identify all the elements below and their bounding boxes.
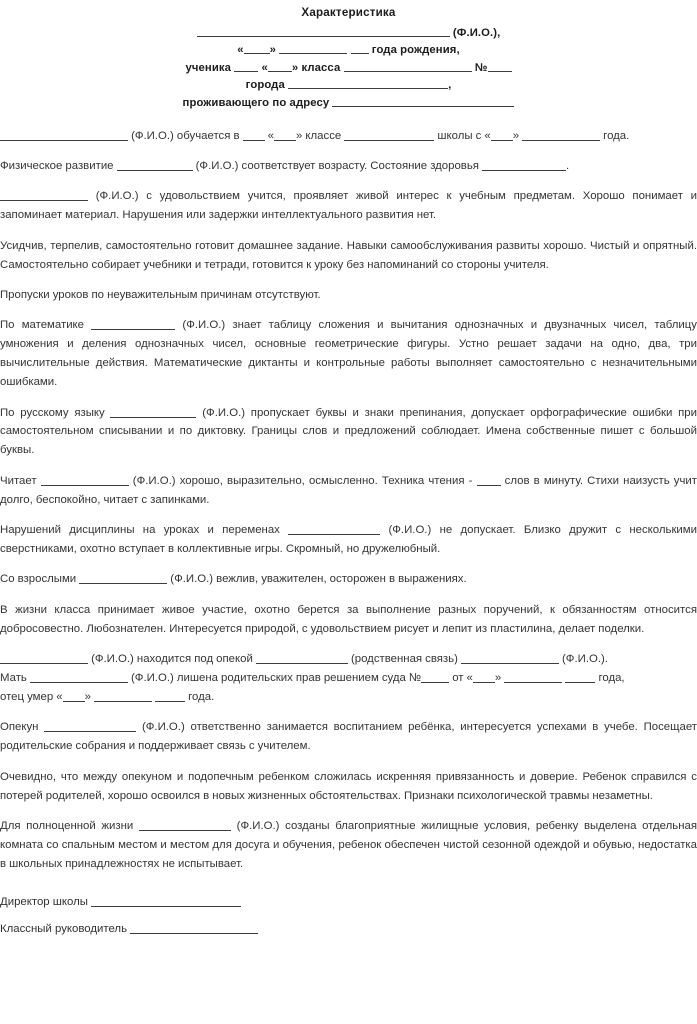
text-run: Усидчив, терпелив, самостоятельно готовит домашнее задание. Навыки самообслуживания развиты хорошо. Чистый и опрятный. Самостоятельно собирает учебники и тетради, готовится к уроку без напоминаний со стороны учителя. bbox=[0, 239, 697, 271]
p_study-blank-4[interactable] bbox=[491, 130, 513, 140]
header-lines bbox=[0, 25, 697, 113]
p_custody-blank-8[interactable] bbox=[63, 692, 85, 702]
text-run: (Ф.И.О.) хорошо, выразительно, осмысленно. Техника чтения - bbox=[128, 474, 477, 487]
paragraph-p_interest bbox=[0, 187, 697, 225]
signature-label-director: Директор школы bbox=[0, 895, 92, 908]
text-run: города bbox=[245, 79, 289, 92]
text-run: от « bbox=[449, 672, 473, 684]
paragraph-p_classlife bbox=[0, 601, 697, 639]
text-run: (Ф.И.О.) созданы благоприятные жилищные условия, ребенку выделена отдельная комната со спальным местом и местом для досуга и обучения, ребенок обеспечен чистой сезонной одеждой и обувью, недостатка в школьных принадлежностях не испытывает. bbox=[0, 819, 697, 870]
p_custody-blank-4[interactable] bbox=[421, 673, 449, 683]
header-city_line-blank-0[interactable] bbox=[288, 79, 448, 89]
text-run: По русскому языку bbox=[0, 406, 111, 419]
text-run: (Ф.И.О.) находится под опекой bbox=[88, 653, 256, 666]
p_study-blank-5[interactable] bbox=[522, 130, 600, 140]
text-run: » bbox=[84, 690, 94, 703]
text-run: ученика bbox=[185, 61, 235, 74]
text-run: (Ф.И.О.) вежлив, уважителен, осторожен в выражениях. bbox=[167, 573, 467, 586]
header-birth_line-blank-0[interactable] bbox=[244, 44, 270, 54]
text-run: (Ф.И.О.) знает таблицу сложения и вычитания однозначных и двузначных чисел, таблицу умножения и деления однозначных чисел, основные геометрические фигуры. Устно решает задачи на одно, два, три вычислительные действия. Математические диктанты и контрольные работы выполняет самостоятельно с незначительными ошибками. bbox=[0, 319, 697, 389]
header-line-city_line bbox=[0, 77, 697, 95]
text-run: слов в минуту. Стихи наизусть учит долго, беспокойно, читает с запинками. bbox=[0, 474, 697, 506]
header-class_line-blank-1[interactable] bbox=[268, 62, 292, 72]
p_physical-blank-1[interactable] bbox=[482, 161, 566, 171]
text-run: Со взрослыми bbox=[0, 573, 80, 586]
text-run: Физическое развитие bbox=[0, 159, 117, 172]
paragraph-p_living bbox=[0, 817, 697, 874]
paragraph-p_russian bbox=[0, 404, 697, 461]
text-run: школы с « bbox=[434, 129, 491, 142]
text-run: года. bbox=[600, 129, 630, 142]
paragraph-p_attachment bbox=[0, 768, 697, 806]
signature-blank-class_teacher[interactable] bbox=[130, 923, 258, 933]
text-run: « bbox=[264, 129, 274, 142]
signature-block bbox=[0, 889, 697, 943]
p_custody-blank-0[interactable] bbox=[0, 654, 88, 664]
p_custody-blank-5[interactable] bbox=[473, 673, 495, 683]
p_custody-blank-10[interactable] bbox=[155, 692, 185, 702]
signature-row-director bbox=[0, 889, 697, 916]
p_physical-blank-0[interactable] bbox=[117, 161, 193, 171]
p_living-blank-0[interactable] bbox=[139, 821, 231, 831]
header-fio_line-blank-0[interactable] bbox=[197, 26, 450, 36]
p_interest-blank-0[interactable] bbox=[0, 191, 88, 201]
p_study-blank-1[interactable] bbox=[243, 130, 265, 140]
document-body bbox=[0, 127, 697, 874]
p_custody-blank-9[interactable] bbox=[94, 692, 152, 702]
text-run: . bbox=[566, 159, 570, 172]
document-title: Характеристика bbox=[301, 6, 396, 19]
text-run: (Ф.И.О.) обучается в bbox=[128, 129, 243, 142]
p_study-blank-3[interactable] bbox=[344, 130, 434, 140]
header-birth_line-blank-2[interactable] bbox=[351, 44, 369, 54]
header-address_line-blank-0[interactable] bbox=[332, 97, 514, 107]
header-class_line-blank-3[interactable] bbox=[488, 62, 512, 72]
p_discipline-blank-0[interactable] bbox=[288, 525, 380, 535]
text-run: (родственная связь) bbox=[347, 653, 461, 666]
text-run: » bbox=[494, 672, 505, 684]
text-run: (Ф.И.О.) ответственно занимается воспитанием ребёнка, интересуется успехами в учебе. Посещает родительские собрания и поддерживает связь с учителем. bbox=[0, 721, 697, 753]
p_custody-blank-7[interactable] bbox=[565, 673, 595, 683]
text-run: года рождения, bbox=[368, 44, 460, 57]
text-run: Для полноценной жизни bbox=[0, 819, 139, 832]
text-run: № bbox=[471, 61, 488, 74]
signature-row-class_teacher bbox=[0, 916, 697, 943]
p_study-blank-2[interactable] bbox=[274, 130, 296, 140]
p_reading-blank-0[interactable] bbox=[41, 475, 129, 485]
header-class_line-blank-2[interactable] bbox=[344, 62, 472, 72]
text-run: Читает bbox=[0, 474, 41, 487]
header-line-birth_line bbox=[0, 42, 697, 60]
header-birth_line-blank-1[interactable] bbox=[279, 44, 347, 54]
text-run: » класса bbox=[291, 61, 344, 74]
p_custody-blank-6[interactable] bbox=[504, 673, 562, 683]
text-run: , bbox=[448, 79, 452, 92]
text-run: В жизни класса принимает живое участие, охотно берется за выполнение разных поручений, к обязанностям относится добросовестно. Любознателен. Интересуется природой, с удовольствием рисует и лепит из пластилина, делает поделки. bbox=[0, 603, 697, 635]
text-run: Мать bbox=[0, 672, 30, 684]
text-run: проживающего по адресу bbox=[182, 96, 333, 109]
p_adults-blank-0[interactable] bbox=[79, 574, 167, 584]
text-run: (Ф.И.О.) лишена родительских прав решением суда № bbox=[127, 672, 422, 684]
text-run: года, bbox=[595, 672, 625, 684]
paragraph-p_diligence bbox=[0, 237, 697, 275]
paragraph-p_discipline bbox=[0, 521, 697, 559]
text-run: Нарушений дисциплины на уроках и переменах bbox=[0, 524, 289, 537]
text-run: Пропуски уроков по неуважительным причинам отсутствуют. bbox=[0, 289, 321, 301]
text-run: Очевидно, что между опекуном и подопечным ребенком сложилась искренняя привязанность и доверие. Ребенок справился с потерей родителей, хорошо освоился в новых жизненных обстоятельствах. Признаки психологической травмы незаметны. bbox=[0, 770, 697, 802]
p_study-blank-0[interactable] bbox=[0, 130, 128, 140]
text-run: (Ф.И.О.). bbox=[558, 653, 608, 666]
paragraph-p_study bbox=[0, 127, 697, 146]
p_math-blank-0[interactable] bbox=[91, 320, 175, 330]
text-run: (Ф.И.О.) с удовольствием учится, проявляет живой интерес к учебным предметам. Хорошо понимает и запоминает материал. Нарушения или задержки интеллектуального развития нет. bbox=[0, 190, 697, 222]
text-run: По математике bbox=[0, 319, 92, 332]
paragraph-p_absences bbox=[0, 286, 697, 305]
text-run: (Ф.И.О.) не допускает. Близко дружит с несколькими сверстниками, охотно вступает в коллективные игры. Скромный, но дружелюбный. bbox=[0, 524, 697, 555]
p_custody-blank-3[interactable] bbox=[30, 673, 128, 683]
text-run: » bbox=[269, 44, 280, 57]
text-run: года. bbox=[185, 690, 215, 703]
p_guardian-blank-0[interactable] bbox=[44, 722, 136, 732]
paragraph-p_reading bbox=[0, 472, 697, 510]
text-run: « bbox=[258, 61, 268, 74]
text-run: « bbox=[237, 44, 244, 57]
text-run: (Ф.И.О.) пропускает буквы и знаки препинания, допускает орфографические ошибки при самостоятельном списывании и по диктовку. Границы слов и предложений соблюдает. Имена собственные пишет с большой буквы. bbox=[0, 406, 697, 457]
text-run: (Ф.И.О.) соответствует возрасту. Состояние здоровья bbox=[192, 159, 483, 172]
text-run: » bbox=[512, 129, 523, 142]
p_custody-blank-2[interactable] bbox=[461, 654, 559, 664]
text-run: Опекун bbox=[0, 721, 45, 734]
paragraph-p_custody bbox=[0, 650, 697, 707]
header-class_line-blank-0[interactable] bbox=[234, 62, 258, 72]
header-line-address_line bbox=[0, 95, 697, 113]
signature-blank-director[interactable] bbox=[91, 896, 241, 906]
text-run: отец умер « bbox=[0, 690, 63, 703]
text-run: » классе bbox=[296, 129, 345, 142]
paragraph-p_adults bbox=[0, 570, 697, 589]
paragraph-p_physical bbox=[0, 157, 697, 176]
header-line-fio_line bbox=[0, 25, 697, 43]
header-line-class_line bbox=[0, 60, 697, 78]
document-header bbox=[0, 4, 697, 113]
p_custody-blank-1[interactable] bbox=[256, 654, 348, 664]
paragraph-p_guardian bbox=[0, 718, 697, 756]
text-run: (Ф.И.О.), bbox=[449, 26, 501, 39]
p_reading-blank-1[interactable] bbox=[477, 475, 501, 485]
signature-label-class_teacher: Классный руководитель bbox=[0, 922, 131, 935]
paragraph-p_math bbox=[0, 316, 697, 392]
p_russian-blank-0[interactable] bbox=[110, 407, 196, 417]
